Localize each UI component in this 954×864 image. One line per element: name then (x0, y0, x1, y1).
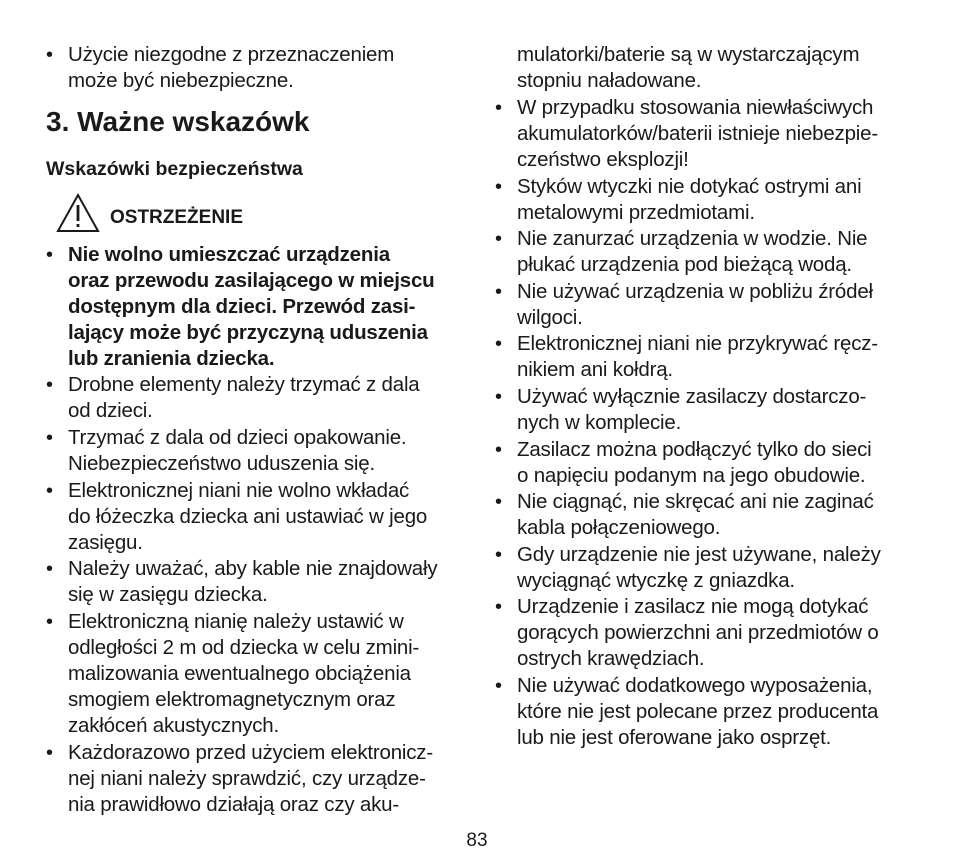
bullet-dot: • (495, 675, 503, 697)
bullet-dot: • (46, 244, 54, 266)
bullet-line: oraz przewodu zasilającego w miejscu (68, 269, 435, 292)
continuation-line: mulatorki/baterie są w wystarczającym (517, 43, 860, 66)
bullet-line: smogiem elektromagnetycznym oraz (68, 688, 396, 711)
bullet-line: Niebezpieczeństwo uduszenia się. (68, 452, 375, 475)
bullet-line: Styków wtyczki nie dotykać ostrymi ani (517, 175, 862, 198)
bullet-dot: • (495, 386, 503, 408)
bullet-line: lub nie jest oferowane jako osprzęt. (517, 726, 832, 749)
bullet-dot: • (495, 439, 503, 461)
bullet-line: się w zasięgu dziecka. (68, 583, 268, 606)
bullet-line: Każdorazowo przed użyciem elektronicz- (68, 741, 433, 764)
bullet-line: Elektronicznej niani nie przykrywać ręcz- (517, 332, 878, 355)
bullet-line: Należy uważać, aby kable nie znajdowały (68, 557, 438, 580)
bullet-line: o napięciu podanym na jego obudowie. (517, 464, 866, 487)
bullet-line: zakłóceń akustycznych. (68, 714, 279, 737)
bullet-line: Elektronicznej niani nie wolno wkładać (68, 479, 410, 502)
bullet-line: do łóżeczka dziecka ani ustawiać w jego (68, 505, 428, 528)
continuation-line: stopniu naładowane. (517, 69, 702, 92)
section-title: 3. Ważne wskazówk (46, 106, 310, 137)
warning-triangle-icon (56, 193, 100, 233)
bullet-line: Urządzenie i zasilacz nie mogą dotykać (517, 595, 869, 618)
bullet-line: Nie zanurzać urządzenia w wodzie. Nie (517, 227, 868, 250)
bullet-line: wyciągnąć wtyczkę z gniazdka. (517, 569, 795, 592)
warning-label: OSTRZEŻENIE (110, 207, 244, 228)
bullet-line: Trzymać z dala od dzieci opakowanie. (68, 426, 407, 449)
bullet-line: nia prawidłowo działają oraz czy aku- (68, 793, 400, 816)
intro-line-2: może być niebezpieczne. (68, 69, 294, 92)
subsection-title: Wskazówki bezpieczeństwa (46, 158, 303, 180)
bullet-line: akumulatorków/baterii istnieje niebezpie- (517, 122, 878, 145)
bullet-line: kabla połączeniowego. (517, 516, 721, 539)
bullet-dot: • (46, 558, 54, 580)
bullet-dot: • (46, 480, 54, 502)
bullet-dot: • (495, 176, 503, 198)
bullet-line: które nie jest polecane przez producenta (517, 700, 879, 723)
bullet-line: wilgoci. (517, 306, 583, 329)
bullet-line: Nie wolno umieszczać urządzenia (68, 243, 390, 266)
bullet-line: czeństwo eksplozji! (517, 148, 689, 171)
bullet-line: Używać wyłącznie zasilaczy dostarczo- (517, 385, 867, 408)
bullet-line: Elektroniczną nianię należy ustawić w (68, 610, 404, 633)
bullet-line: Nie ciągnąć, nie skręcać ani nie zaginać (517, 490, 874, 513)
bullet-dot: • (46, 44, 54, 66)
bullet-line: Drobne elementy należy trzymać z dala (68, 373, 420, 396)
bullet-dot: • (495, 544, 503, 566)
page-number: 83 (466, 830, 488, 851)
bullet-line: W przypadku stosowania niewłaściwych (517, 96, 874, 119)
bullet-line: nej niani należy sprawdzić, czy urządze- (68, 767, 426, 790)
bullet-line: dostępnym dla dzieci. Przewód zasi- (68, 295, 416, 318)
bullet-line: zasięgu. (68, 531, 143, 554)
bullet-line: Nie używać urządzenia w pobliżu źródeł (517, 280, 873, 303)
bullet-line: malizowania ewentualnego obciążenia (68, 662, 411, 685)
bullet-line: Gdy urządzenie nie jest używane, należy (517, 543, 881, 566)
bullet-line: ostrych krawędziach. (517, 647, 705, 670)
bullet-line: nych w komplecie. (517, 411, 682, 434)
bullet-dot: • (46, 742, 54, 764)
bullet-line: Zasilacz można podłączyć tylko do sieci (517, 438, 872, 461)
bullet-line: lający może być przyczyną uduszenia (68, 321, 428, 344)
bullet-dot: • (46, 611, 54, 633)
bullet-line: płukać urządzenia pod bieżącą wodą. (517, 253, 852, 276)
bullet-dot: • (495, 491, 503, 513)
bullet-line: gorących powierzchni ani przedmiotów o (517, 621, 879, 644)
bullet-dot: • (495, 596, 503, 618)
bullet-dot: • (495, 97, 503, 119)
bullet-line: Nie używać dodatkowego wyposażenia, (517, 674, 873, 697)
bullet-line: odległości 2 m od dziecka w celu zmini- (68, 636, 420, 659)
bullet-dot: • (495, 281, 503, 303)
bullet-line: lub zranienia dziecka. (68, 347, 275, 370)
bullet-line: od dzieci. (68, 399, 153, 422)
bullet-dot: • (495, 333, 503, 355)
bullet-dot: • (495, 228, 503, 250)
intro-line-1: Użycie niezgodne z przeznaczeniem (68, 43, 395, 66)
bullet-line: nikiem ani kołdrą. (517, 358, 673, 381)
bullet-dot: • (46, 374, 54, 396)
bullet-line: metalowymi przedmiotami. (517, 201, 755, 224)
bullet-dot: • (46, 427, 54, 449)
